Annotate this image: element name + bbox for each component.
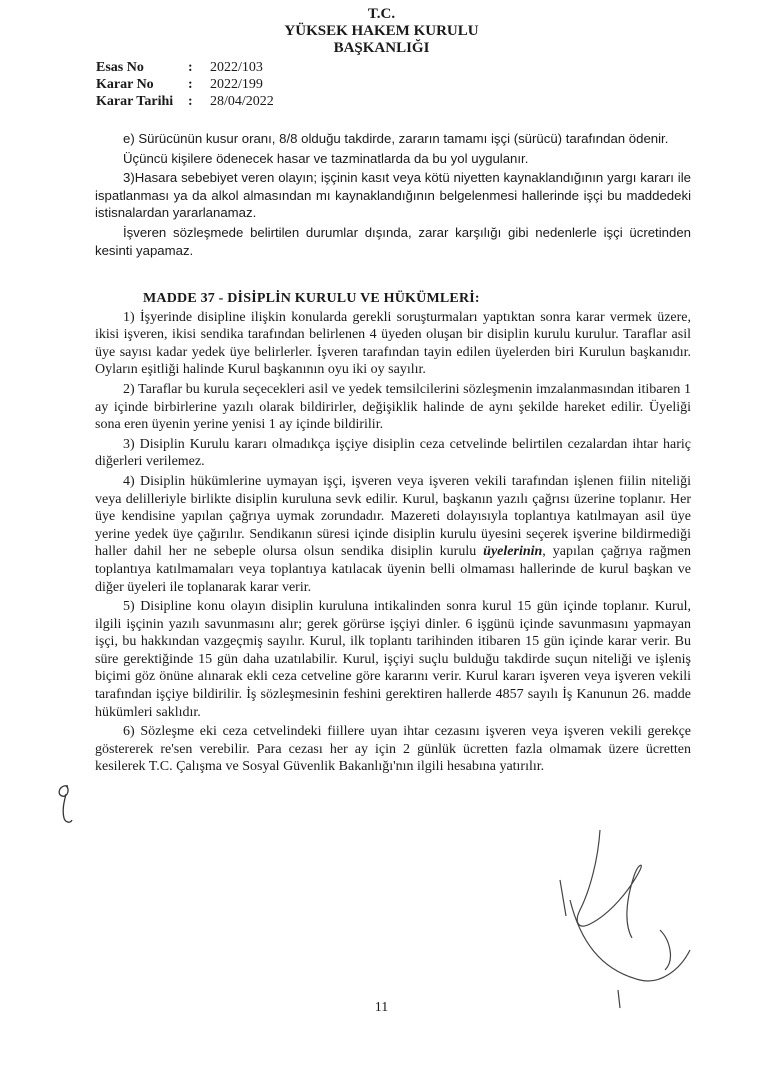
header-department: BAŞKANLIĞI xyxy=(333,40,430,56)
tarih-row xyxy=(96,93,274,110)
continuation-section xyxy=(95,130,691,261)
esas-value: 2022/103 xyxy=(210,60,263,75)
paragraph-3: 3)Hasara sebebiyet veren olayın; işçinin kasıt veya kötü niyetten kaynaklandığının yargı kararı ile ispatlanması ya da alkol almasından mı kaynaklandığının belgelenmesi hallerinde işçi bu maddedeki istisnalardan yararlanamaz. xyxy=(95,170,691,221)
margin-initial-mark xyxy=(50,780,80,830)
article-heading: MADDE 37 - DİSİPLİN KURULU VE HÜKÜMLERİ: xyxy=(143,291,480,306)
karar-value: 2022/199 xyxy=(210,77,263,92)
signature-graphic xyxy=(540,820,700,1010)
paragraph-deduction: İşveren sözleşmede belirtilen durumlar dışında, zarar karşılığı gibi nedenlerle işçi ücretinden kesinti yapamaz. xyxy=(95,224,691,258)
paragraph-5: 5) Disipline konu olayın disiplin kuruluna intikalinden sonra kurul 15 gün içinde toplanır. Kurul, ilgili işçinin yazılı savunmasını alır; gerek görürse işçiyi dinler. 6 işgünü içinde savunmasını yapmayan işçi, bu hakkından vazgeçmiş sayılır. Kurul, ilk toplantı tarihinden itibaren 15 gün içinde karar verir. Bu süre gerektiğinde 15 gün daha uzatılabilir. Kurul, işçiyi suçlu bulduğu takdirde suçun niteliği ve işleniş biçimi göz önüne alınarak ekli ceza cetveline göre kararını verir. Kurul kararı işveren veya işveren vekili tarafından işçiye bildirilir. İş sözleşmesinin feshini gerektiren hallerde 4857 sayılı İş Kanunun 26. madde hükümleri saklıdır. xyxy=(95,599,691,720)
paragraph-1: 1) İşyerinde disipline ilişkin konularda gerekli soruşturmaları yaptıktan sonra karar vermek üzere, ikisi işveren, ikisi sendika tarafından belirlenen 4 üyeden oluşan bir disiplin kurulu kurulur. Taraflar asil üye sayısı kadar yedek üye belirlerler. İşveren tarafından tayin edilen üyelerden biri Kurulun başkanıdır. Oyların eşitliği halinde Kurul başkanının oyu iki oy sayılır. xyxy=(95,309,691,378)
esas-colon: : xyxy=(188,60,193,75)
paragraph-3: 3) Disiplin Kurulu kararı olmadıkça işçiye disiplin ceza cetvelinde belirtilen cezalardan ihtar hariç diğerleri verilemez. xyxy=(95,436,691,470)
header-institution: YÜKSEK HAKEM KURULU xyxy=(284,23,479,39)
paragraph-4-emphasis: üyelerinin xyxy=(483,544,543,560)
esas-label: Esas No xyxy=(96,60,144,75)
tarih-colon: : xyxy=(188,94,193,109)
karar-label: Karar No xyxy=(96,77,154,92)
paragraph-4-part1: 4) Disiplin hükümlerine uymayan işçi, işveren veya işveren vekili tarafından işlenen fiilin niteliği veya delilleriyle birlikte disiplin kuruluna sevk edilir. Kurul, başkanın yazılı çağrısı üzerine toplanır. Her üye kendisine yapılan çağrıya uymak zorundadır. Mazereti dolayısıyla toplantıya katılmayan asil üye yerine yedek üye çağırılır. Sendikanın süresi içinde disiplin kurulu üyesini seçerek işverine bildirmediği haller dahil her ne sebeple olursa olsun sendika disiplin kurulu xyxy=(95,473,691,560)
paragraph-6: 6) Sözleşme eki ceza cetvelindeki fiillere uyan ihtar cezasını işveren veya işveren vekili gerekçe göstererek re'sen verebilir. Para cezası her ay için 2 günlük ücretten fazla olmamak üzere ücretten kesilerek T.C. Çalışma ve Sosyal Güvenlik Bakanlığı'nın ilgili hesabına yatırılır. xyxy=(95,724,691,775)
paragraph-third-parties: Üçüncü kişilere ödenecek hasar ve tazminatlarda da bu yol uygulanır. xyxy=(123,150,529,166)
header-tc: T.C. xyxy=(367,6,396,22)
karar-row xyxy=(96,76,274,93)
tarih-label: Karar Tarihi xyxy=(96,94,174,109)
paragraph-e: e) Sürücünün kusur oranı, 8/8 olduğu takdirde, zararın tamamı işçi (sürücü) tarafından ödenir. xyxy=(123,131,669,146)
tarih-value: 28/04/2022 xyxy=(210,94,274,109)
page-number: 11 xyxy=(374,1000,389,1015)
paragraph-2: 2) Taraflar bu kurula seçecekleri asil ve yedek temsilcilerini sözleşmenin imzalanmasından itibaren 1 ay içinde birbirlerine yazılı olarak bildirirler, değişiklik halinde de aynı şekilde hareket edilir. Üyeliği sona eren üyenin yerine yenisi 1 ay içinde bildirilir. xyxy=(95,381,691,433)
paragraph-4-part2: , yapılan çağrıya rağmen toplantıya katılmamaları veya toplantıya katılacak üyenin belli olmaması hallerinde de kurul başkan ve diğer üyeleri ile toplanarak karar verir. xyxy=(95,544,691,595)
case-metadata xyxy=(96,59,274,110)
esas-row xyxy=(96,59,274,76)
paragraph-4 xyxy=(95,473,691,596)
article-37-section xyxy=(95,290,691,778)
karar-colon: : xyxy=(188,77,193,92)
